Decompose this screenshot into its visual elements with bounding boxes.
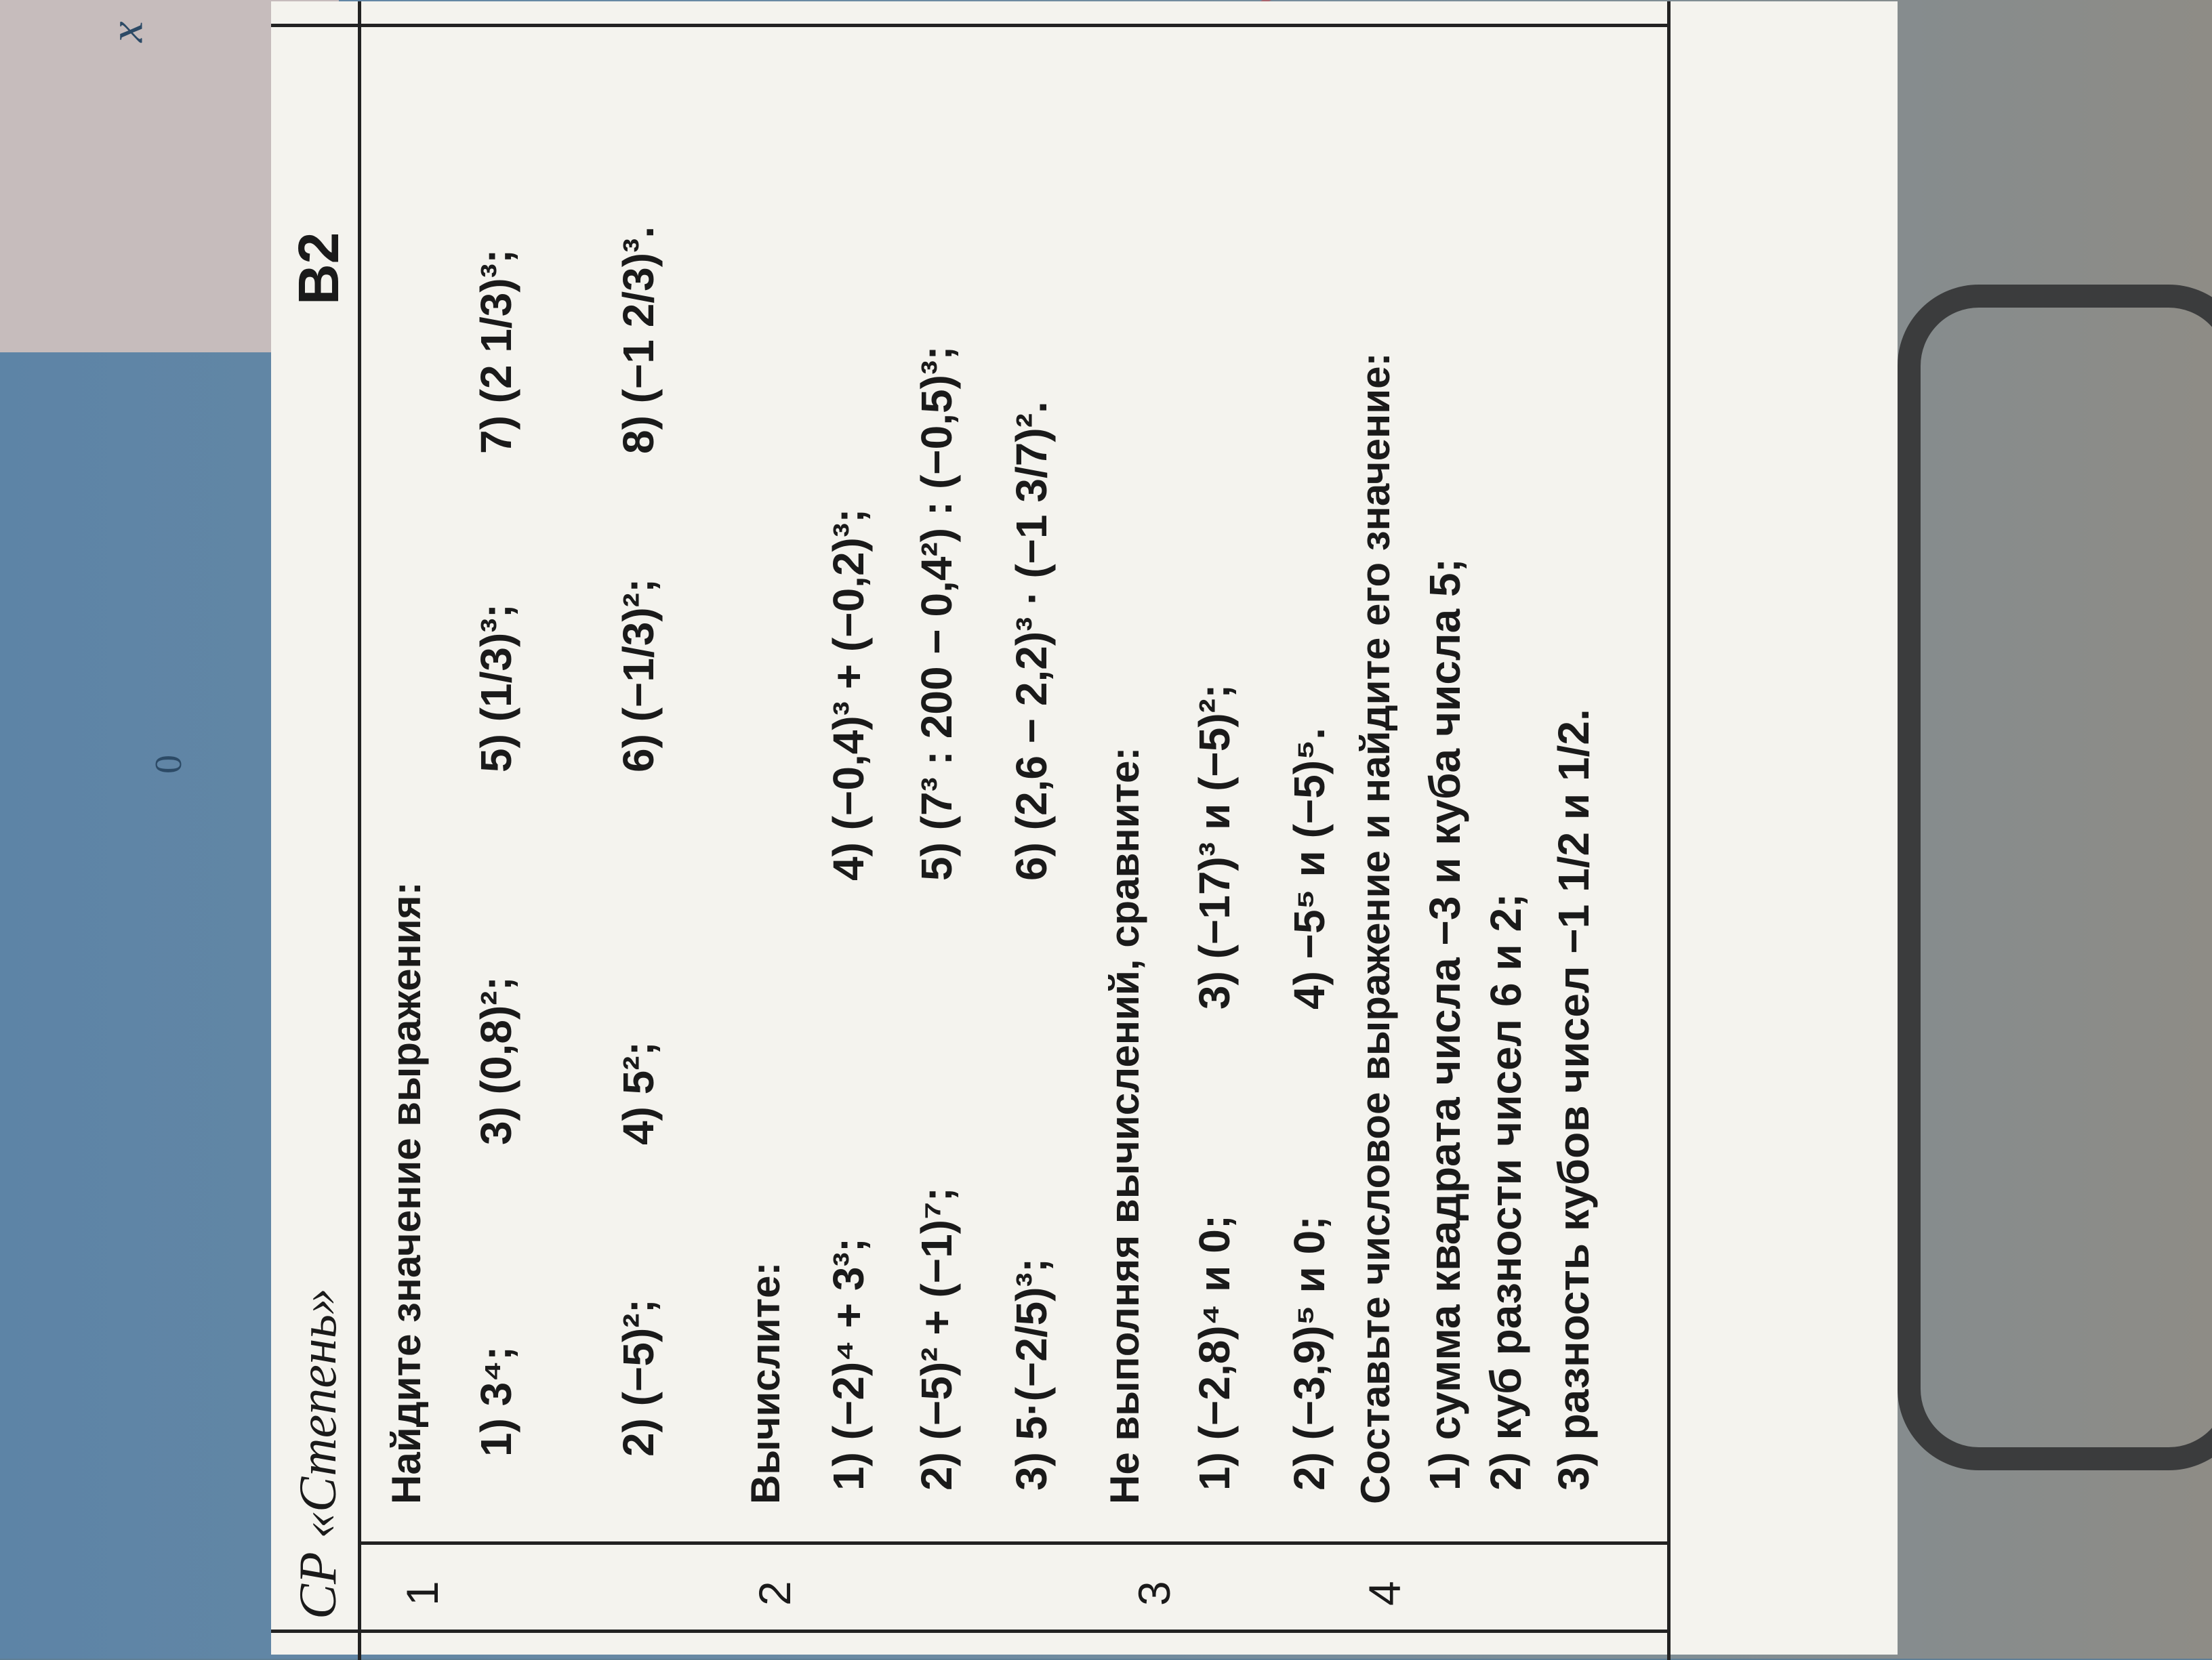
expression: 3) 5·(−2/5)³; [1007, 1258, 1056, 1491]
worksheet-table [271, 1, 1898, 1660]
task-heading: Составьте числовое выражение и найдите его значение: [1353, 352, 1398, 1504]
graph-x-label: x [100, 21, 153, 43]
variant-label: В2 [287, 232, 350, 305]
expression: 6) (−1/3)²; [614, 578, 663, 772]
expression: 5) (7³ : 200 − 0,4²) : (−0,5)³; [912, 346, 961, 881]
expression: 1) 3⁴; [472, 1346, 520, 1457]
number-column-border [358, 1541, 1667, 1545]
expression: 1) (−2)⁴ + 3³; [824, 1237, 873, 1491]
expression: 3) разность кубов чисел −1 1/2 и 1/2. [1549, 709, 1598, 1491]
expression: 3) (−17)³ и (−5)²; [1190, 684, 1239, 1010]
task-heading: Не выполняя вычислений, сравните: [1102, 747, 1147, 1504]
title-row-border [358, 1, 361, 1660]
expression: 1) (−2,8)⁴ и 0; [1190, 1214, 1239, 1491]
table-right-border [271, 24, 1667, 27]
expression: 2) (−5)²; [614, 1299, 663, 1457]
expression: 2) (−5)² + (−1)⁷; [912, 1187, 961, 1491]
worksheet-paper [271, 1, 1898, 1655]
task-heading: Найдите значение выражения: [384, 881, 429, 1504]
expression: 3) (0,8)²; [472, 976, 520, 1145]
expression: 1) сумма квадрата числа −3 и куба числа 5; [1420, 558, 1469, 1491]
task-number: 3 [1129, 1581, 1179, 1606]
expression: 4) (−0,4)³ + (−0,2)³; [824, 508, 873, 881]
task-heading: Вычислите: [743, 1262, 788, 1504]
expression: 4) 5²; [614, 1041, 663, 1145]
graph-origin-label: 0 [148, 755, 190, 774]
table-bottom-border [1667, 1, 1671, 1660]
expression: 2) куб разности чисел 6 и 2; [1481, 893, 1530, 1491]
task-number: 4 [1359, 1581, 1410, 1606]
expression: 2) (−3,9)⁵ и 0; [1285, 1216, 1334, 1491]
expression: 5) (1/3)³; [472, 604, 520, 772]
expression: 6) (2,6 − 2,2)³ · (−1 3/7)². [1007, 401, 1056, 881]
page-title: СР «Степень» [288, 1287, 347, 1619]
expression: 8) (−1 2/3)³. [614, 226, 663, 454]
table-left-border [271, 1630, 1667, 1633]
task-number: 1 [397, 1581, 447, 1606]
expression: 4) −5⁵ и (−5)⁵. [1285, 727, 1334, 1010]
expression: 7) (2 1/3)³; [472, 249, 520, 454]
task-number: 2 [750, 1581, 800, 1606]
clipboard-clip [1898, 285, 2212, 1470]
